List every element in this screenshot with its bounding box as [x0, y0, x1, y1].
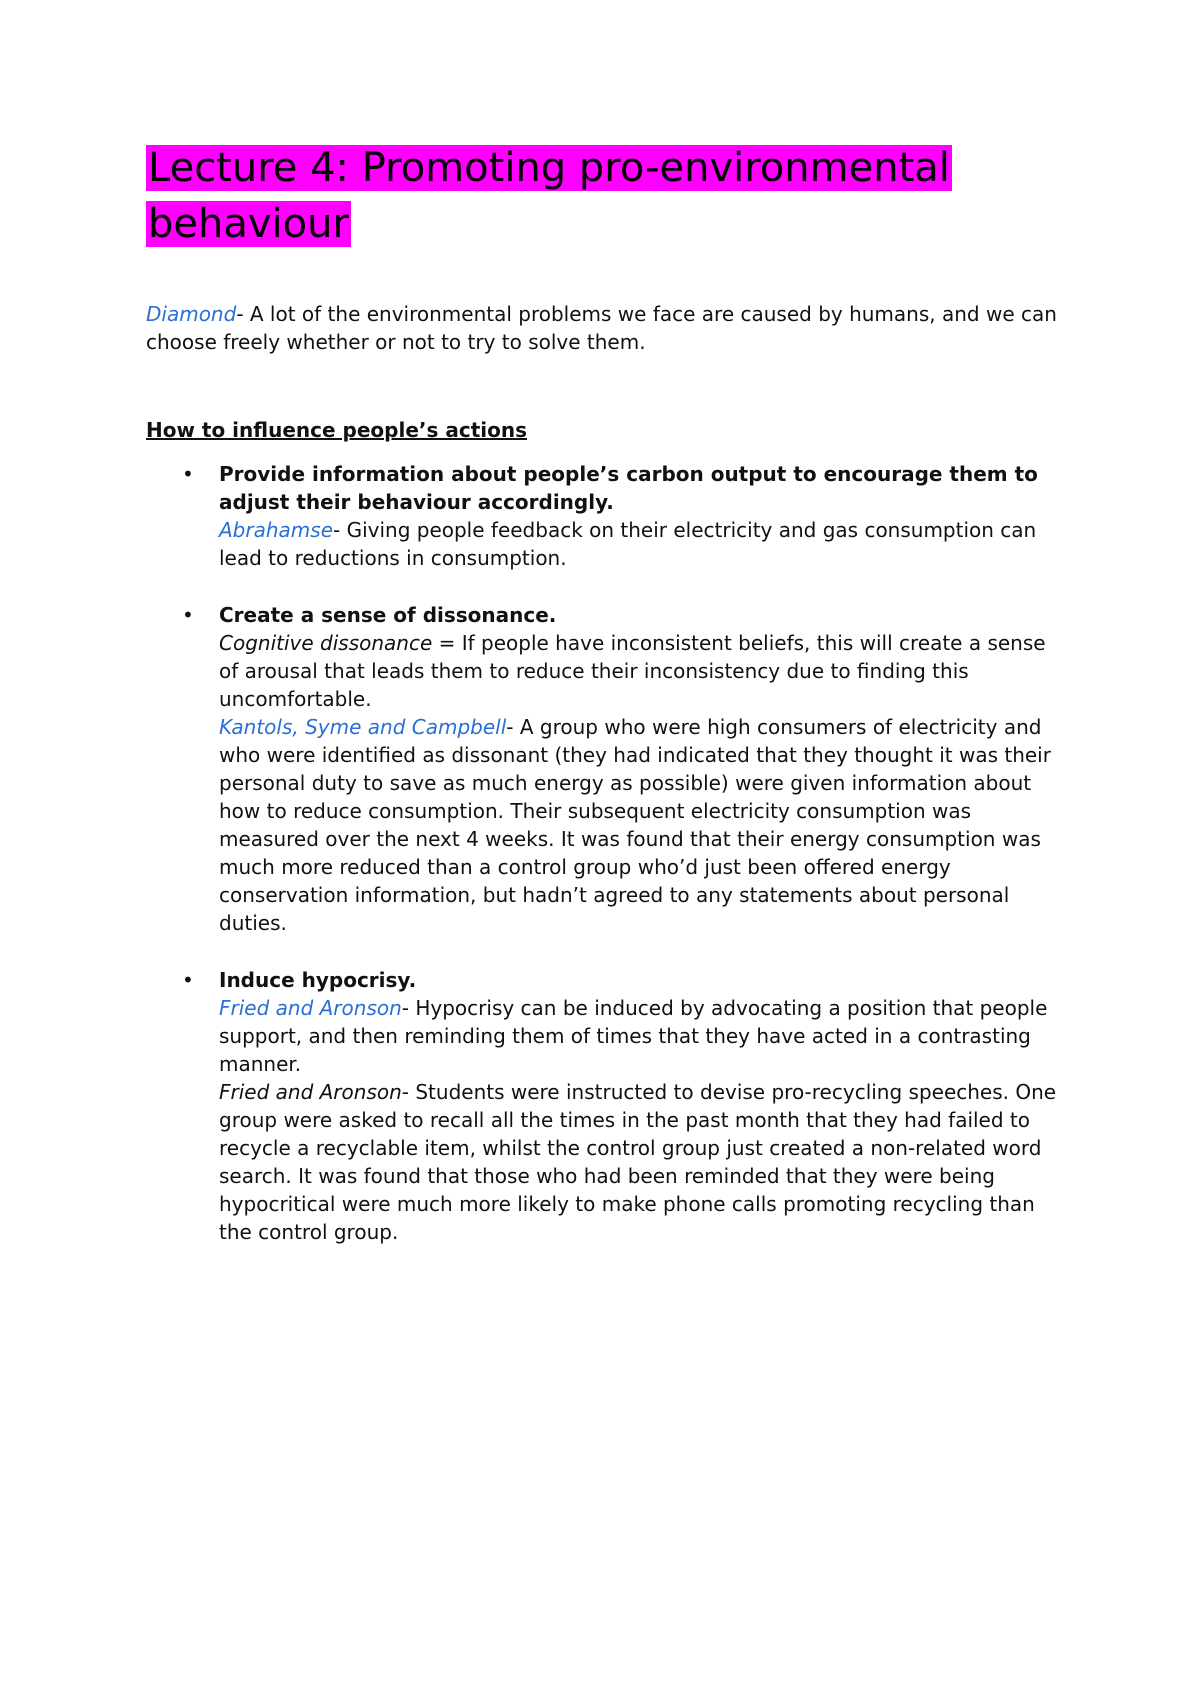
citation: Fried and Aronson — [219, 996, 402, 1020]
list-item — [146, 966, 1066, 1246]
section-heading: How to influence people’s actions — [146, 418, 527, 442]
term: Cognitive dissonance — [219, 631, 433, 655]
bullet-icon: • — [182, 462, 194, 486]
point-paragraph — [219, 629, 1066, 713]
title-highlight: Lecture 4: Promoting pro-environmental behaviour — [148, 145, 950, 247]
list-item — [146, 601, 1066, 937]
citation-plain: Fried and Aronson — [219, 1080, 402, 1104]
citation: Abrahamse — [219, 518, 333, 542]
point-title: Create a sense of dissonance. — [219, 603, 557, 627]
intro-text: - A lot of the environmental problems we face are caused by humans, and we can choose freely whether or not to try to solve them. — [146, 302, 1057, 354]
bullet-icon: • — [182, 603, 194, 627]
point-text: - A group who were high consumers of electricity and who were identified as dissonant (they had indicated that they thought it was their personal duty to save as much energy as possible) were given information about how to reduce consumption. Their subsequent electricity consumption was measured over the next 4 weeks. It was found that their energy consumption was much more reduced than a control group who’d just been offered energy conservation information, but hadn’t agreed to any statements about personal duties. — [219, 715, 1051, 935]
citation: Kantols, Syme and Campbell — [219, 715, 507, 739]
point-paragraph — [219, 994, 1066, 1078]
point-title: Provide information about people’s carbon output to encourage them to adjust their behaviour accordingly. — [219, 462, 1038, 514]
point-paragraph — [219, 516, 1066, 572]
intro-citation: Diamond — [146, 302, 237, 326]
document-page — [146, 140, 1066, 1275]
point-paragraph — [219, 1078, 1066, 1246]
intro-paragraph — [146, 300, 1066, 356]
point-text: - Giving people feedback on their electricity and gas consumption can lead to reductions in consumption. — [219, 518, 1037, 570]
point-paragraph — [219, 713, 1066, 937]
document-title — [146, 140, 1066, 252]
bullet-icon: • — [182, 968, 194, 992]
point-text: - Students were instructed to devise pro-recycling speeches. One group were asked to recall all the times in the past month that they had failed to recycle a recyclable item, whilst the control group just created a non-related word search. It was found that those who had been reminded that they were being hypocritical were much more likely to make phone calls promoting recycling than the control group. — [219, 1080, 1057, 1244]
point-title: Induce hypocrisy. — [219, 968, 417, 992]
term-definition: = If people have inconsistent beliefs, this will create a sense of arousal that leads them to reduce their inconsistency due to finding this uncomfortable. — [219, 631, 1046, 711]
point-text: - Hypocrisy can be induced by advocating a position that people support, and then reminding them of times that they have acted in a contrasting manner. — [219, 996, 1048, 1076]
bullet-list — [146, 460, 1066, 1246]
list-item — [146, 460, 1066, 572]
